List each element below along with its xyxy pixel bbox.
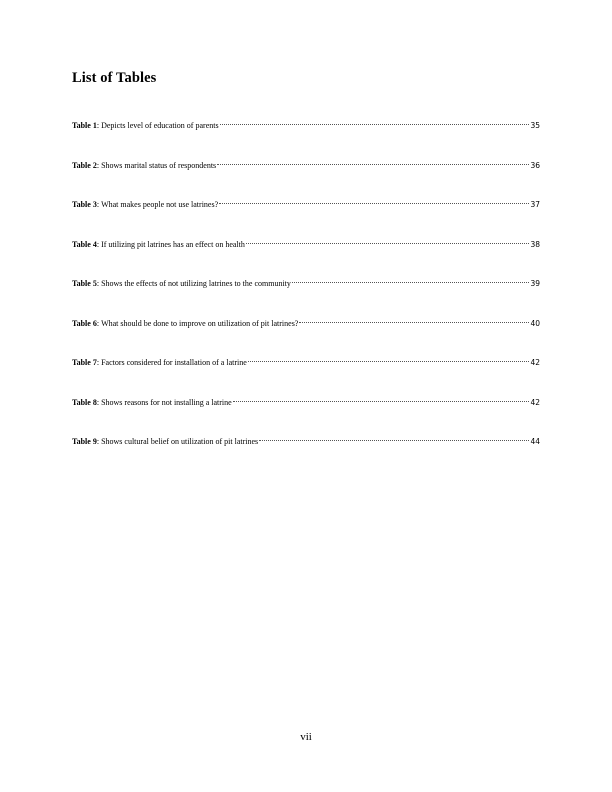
dot-leader [220, 116, 529, 128]
dot-leader [217, 156, 529, 168]
dot-leader [259, 432, 529, 444]
toc-entry-page: 39 [530, 279, 540, 288]
list-of-tables [72, 116, 540, 472]
toc-entry-table-8[interactable] [72, 393, 540, 433]
toc-entry-label: Table 3 [72, 200, 97, 209]
toc-entry-page: 35 [530, 121, 540, 130]
toc-entry-table-2[interactable] [72, 156, 540, 196]
toc-entry-table-5[interactable] [72, 274, 540, 314]
toc-entry-label: Table 6 [72, 318, 97, 328]
toc-entry-table-3[interactable] [72, 195, 540, 235]
toc-entry-page: 37 [530, 200, 540, 209]
toc-entry-table-7[interactable] [72, 353, 540, 393]
dot-leader [219, 195, 529, 207]
toc-entry-title: What should be done to improve on utilization of pit latrines? [101, 318, 299, 328]
toc-entry-separator: : [96, 160, 100, 170]
toc-entry-label: Table 4 [72, 239, 97, 249]
toc-entry-title: Shows the effects of not utilizing latrines to the community [101, 279, 291, 288]
toc-entry-title: Shows reasons for not installing a latrine [101, 397, 232, 407]
toc-entry-separator: : [96, 239, 100, 249]
toc-entry-separator: : [96, 200, 100, 209]
toc-entry-table-4[interactable] [72, 235, 540, 275]
toc-entry-separator: : [96, 279, 100, 288]
toc-entry-table-6[interactable] [72, 314, 540, 354]
toc-entry-separator: : [96, 318, 100, 328]
dot-leader [233, 393, 529, 405]
toc-entry-label: Table 5 [72, 279, 97, 288]
dot-leader [248, 353, 529, 365]
dot-leader [299, 314, 529, 326]
toc-entry-label: Table 8 [72, 397, 97, 407]
dot-leader [292, 274, 529, 286]
dot-leader [246, 235, 529, 247]
toc-entry-page: 38 [530, 239, 540, 249]
toc-entry-table-1[interactable] [72, 116, 540, 156]
toc-entry-separator: : [96, 358, 100, 367]
toc-entry-page: 40 [530, 318, 540, 328]
toc-entry-title: Factors considered for installation of a latrine [101, 358, 247, 367]
toc-entry-title: Shows marital status of respondents [101, 160, 217, 170]
toc-entry-label: Table 2 [72, 160, 97, 170]
toc-entry-page: 42 [530, 358, 540, 367]
toc-entry-label: Table 1 [72, 121, 97, 130]
toc-entry-label: Table 7 [72, 358, 97, 367]
toc-entry-title: If utilizing pit latrines has an effect on health [101, 239, 245, 249]
toc-entry-separator: : [96, 437, 100, 446]
toc-entry-table-9[interactable] [72, 432, 540, 472]
toc-entry-title: Depicts level of education of parents [101, 121, 219, 130]
toc-entry-label: Table 9 [72, 437, 97, 446]
page-title: List of Tables [72, 70, 157, 86]
toc-entry-separator: : [96, 121, 100, 130]
toc-entry-page: 36 [530, 160, 540, 170]
toc-entry-page: 42 [530, 397, 540, 407]
toc-entry-title: Shows cultural belief on utilization of pit latrines [101, 437, 259, 446]
toc-entry-separator: : [96, 397, 100, 407]
toc-entry-page: 44 [530, 437, 540, 446]
page-number: vii [300, 731, 312, 743]
toc-entry-title: What makes people not use latrines? [101, 200, 219, 209]
